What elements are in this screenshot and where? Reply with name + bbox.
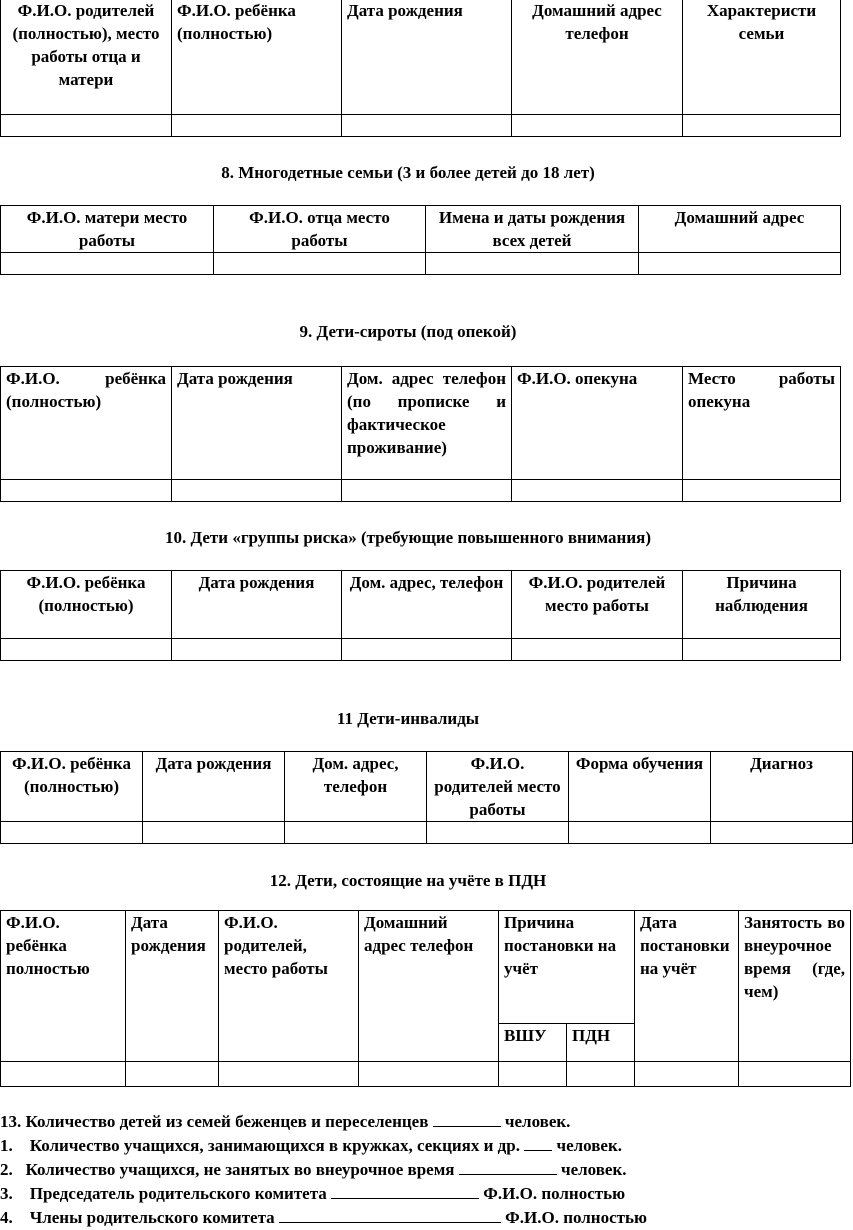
table-cell[interactable] [214,253,426,275]
header-address-phone: Дом. адрес телефон (по прописке и фактическое проживание) [342,367,512,480]
table-cell[interactable] [1,639,172,661]
table-cell[interactable] [427,822,569,844]
header-child-name: Ф.И.О. ребёнка (полностью) [1,367,172,480]
table-cell[interactable] [1,253,214,275]
table-risk-group [0,570,841,661]
header-parents-name: Ф.И.О. родителей место работы [427,752,569,822]
table-cell[interactable] [1,1062,126,1087]
header-parents-name: Ф.И.О. родителей, место работы [219,911,359,1062]
header-child-name: Ф.И.О. ребёнка полностью [1,911,126,1062]
table-cell[interactable] [499,1062,567,1087]
header-parents-name: Ф.И.О. родителей (полностью), место работы отца и матери [1,0,172,115]
header-child-name: Ф.И.О. ребёнка (полностью) [1,571,172,639]
header-guardian-workplace: Место работы опекуна [683,367,841,480]
table-cell[interactable] [569,822,711,844]
blank-line[interactable] [459,1156,557,1175]
blank-line[interactable] [433,1108,501,1127]
header-registration-reason: Причина постановки на учёт [499,911,635,1024]
header-family-characteristics: Характеристи семьи [683,0,841,115]
table-cell[interactable] [126,1062,219,1087]
header-home-address: Домашний адрес [639,206,841,253]
table-cell[interactable] [1,115,172,137]
header-child-name: Ф.И.О. ребёнка (полностью) [172,0,342,115]
header-birth-date: Дата рождения [143,752,285,822]
header-child-name: Ф.И.О. ребёнка (полностью) [1,752,143,822]
header-observation-reason: Причина наблюдения [683,571,841,639]
table-cell[interactable] [219,1062,359,1087]
table-cell[interactable] [342,639,512,661]
header-diagnosis: Диагноз [711,752,853,822]
header-birth-date: Дата рождения [172,571,342,639]
header-mother-name: Ф.И.О. матери место работы [1,206,214,253]
table-row [1,822,853,844]
table-cell[interactable] [635,1062,739,1087]
table-orphans [0,366,841,502]
header-birth-date: Дата рождения [342,0,512,115]
section-title-large-families: 8. Многодетные семьи (3 и более детей до 18 лет) [221,163,595,182]
table-disabled-children [0,751,853,844]
table-row [1,253,841,275]
table-cell[interactable] [512,480,683,502]
subheader-pdn: ПДН [567,1024,635,1062]
table-cell[interactable] [1,822,143,844]
question-3: 3. Председатель родительского комитета Ф.И.О. полностью [0,1180,647,1204]
header-father-name: Ф.И.О. отца место работы [214,206,426,253]
table-cell[interactable] [426,253,639,275]
table-pdn-registered [0,910,851,1087]
table-cell[interactable] [285,822,427,844]
table-cell[interactable] [172,639,342,661]
header-guardian-name: Ф.И.О. опекуна [512,367,683,480]
question-1: 1. Количество учащихся, занимающихся в кружках, секциях и др. человек. [0,1132,647,1156]
header-home-address: Домашний адрес телефон [359,911,499,1062]
table-cell[interactable] [172,480,342,502]
table-cell[interactable] [683,115,841,137]
header-registration-date: Дата постановки на учёт [635,911,739,1062]
section-title-disabled-children: 11 Дети-инвалиды [336,709,480,728]
header-extracurricular: Занятость во внеурочное время (где, чем) [739,911,851,1062]
header-education-form: Форма обучения [569,752,711,822]
table-row [1,1062,851,1087]
table-cell[interactable] [512,639,683,661]
header-address-phone: Дом. адрес, телефон [285,752,427,822]
table-cell[interactable] [359,1062,499,1087]
blank-line[interactable] [524,1132,552,1151]
header-address-phone: Дом. адрес, телефон [342,571,512,639]
subheader-vshu: ВШУ [499,1024,567,1062]
table-cell[interactable] [342,480,512,502]
table-cell[interactable] [739,1062,851,1087]
table-cell[interactable] [143,822,285,844]
header-birth-date: Дата рождения [126,911,219,1062]
table-cell[interactable] [512,115,683,137]
table-cell[interactable] [172,115,342,137]
table-family-characteristics [0,0,841,137]
header-home-address: Домашний адрес телефон [512,0,683,115]
table-cell[interactable] [567,1062,635,1087]
table-large-families [0,205,841,275]
table-cell[interactable] [683,639,841,661]
table-cell[interactable] [711,822,853,844]
table-row [1,480,841,502]
header-birth-date: Дата рождения [172,367,342,480]
question-2: 2. Количество учащихся, не занятых во внеурочное время человек. [0,1156,647,1180]
question-13: 13. Количество детей из семей беженцев и переселенцев человек. [0,1108,647,1132]
header-parents-name: Ф.И.О. родителей место работы [512,571,683,639]
blank-line[interactable] [331,1180,479,1199]
table-cell[interactable] [639,253,841,275]
section-title-risk-group: 10. Дети «группы риска» (требующие повышенного внимания) [164,528,652,547]
blank-line[interactable] [279,1204,501,1223]
table-cell[interactable] [342,115,512,137]
section-title-orphans: 9. Дети-сироты (под опекой) [299,322,517,341]
table-cell[interactable] [683,480,841,502]
table-cell[interactable] [1,480,172,502]
header-children-names: Имена и даты рождения всех детей [426,206,639,253]
summary-questions [0,1108,647,1228]
question-4: 4. Члены родительского комитета Ф.И.О. полностью [0,1204,647,1228]
table-row [1,115,841,137]
section-title-pdn-registered: 12. Дети, состоящие на учёте в ПДН [269,871,547,890]
table-row [1,639,841,661]
